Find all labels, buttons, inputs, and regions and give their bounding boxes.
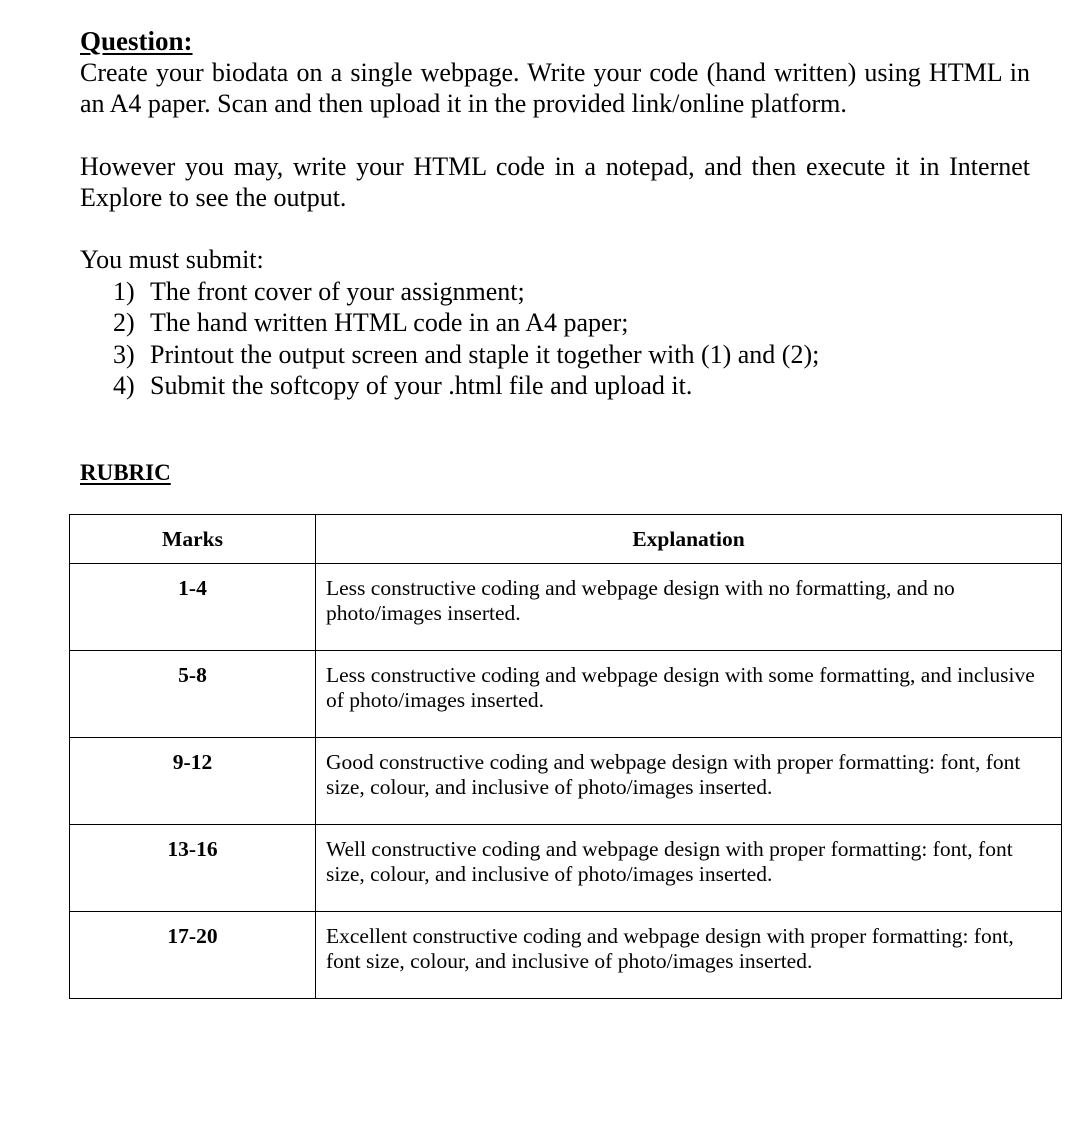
submit-item-number: 4) <box>113 370 135 400</box>
submit-item-text: The front cover of your assignment; <box>150 277 525 306</box>
submit-item-number: 3) <box>113 339 135 369</box>
marks-column-header: Marks <box>70 515 316 564</box>
table-row <box>70 825 1062 912</box>
submit-item-text: The hand written HTML code in an A4 paper; <box>150 308 629 338</box>
explanation-cell: Well constructive coding and webpage design with proper formatting: font, font size, colour, and inclusive of photo/images inserted. <box>316 825 1062 912</box>
marks-cell: 13-16 <box>70 825 316 912</box>
table-header-row <box>70 515 1062 564</box>
question-paragraph-1: Create your biodata on a single webpage. Write your code (hand written) using HTML in an A4 paper. Scan and then upload it in the provided link/online platform. <box>80 58 1030 118</box>
submit-item <box>113 276 819 307</box>
table-row <box>70 912 1062 999</box>
submit-item-number: 2) <box>113 308 135 338</box>
submit-item-number: 1) <box>113 277 135 306</box>
submit-item <box>113 307 819 338</box>
explanation-cell: Excellent constructive coding and webpage design with proper formatting: font, font size, colour, and inclusive of photo/images inserted. <box>316 912 1062 999</box>
question-heading: Question: <box>80 26 193 56</box>
submit-item <box>113 339 819 370</box>
explanation-cell: Good constructive coding and webpage design with proper formatting: font, font size, colour, and inclusive of photo/images inserted. <box>316 738 1062 825</box>
marks-cell: 9-12 <box>70 738 316 825</box>
marks-cell: 1-4 <box>70 564 316 651</box>
rubric-table <box>69 514 1062 999</box>
explanation-cell: Less constructive coding and webpage design with no formatting, and no photo/images inserted. <box>316 564 1062 651</box>
marks-cell: 17-20 <box>70 912 316 999</box>
explanation-cell: Less constructive coding and webpage design with some formatting, and inclusive of photo/images inserted. <box>316 651 1062 738</box>
table-row <box>70 738 1062 825</box>
rubric-heading: RUBRIC <box>80 460 171 485</box>
marks-cell: 5-8 <box>70 651 316 738</box>
submit-item-text: Submit the softcopy of your .html file and upload it. <box>150 370 693 400</box>
submit-label: You must submit: <box>80 245 264 274</box>
table-row <box>70 564 1062 651</box>
submit-item-text: Printout the output screen and staple it together with (1) and (2); <box>150 339 820 369</box>
question-paragraph-2: However you may, write your HTML code in a notepad, and then execute it in Internet Explore to see the output. <box>80 152 1030 212</box>
submit-item <box>113 370 819 401</box>
explanation-column-header: Explanation <box>316 515 1062 564</box>
table-row <box>70 651 1062 738</box>
submit-list <box>113 276 819 401</box>
